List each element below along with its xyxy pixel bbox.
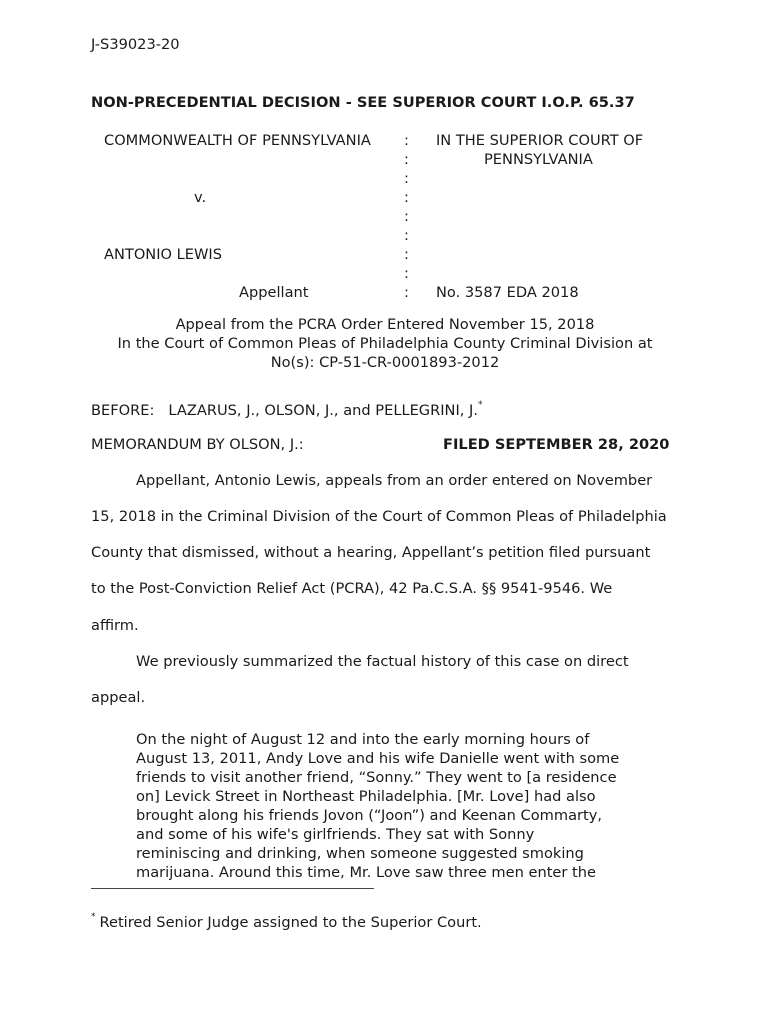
body-line: County that dismissed, without a hearing, Appellant’s petition filed pursuant [91,544,651,561]
caption-colon: : [404,208,409,225]
caption-party-commonwealth: COMMONWEALTH OF PENNSYLVANIA [104,132,371,149]
before-label: BEFORE: [91,402,155,419]
caption-colon: : [404,284,409,301]
caption-party-appellant: ANTONIO LEWIS [104,246,222,263]
body-line: to the Post-Conviction Relief Act (PCRA), 42 Pa.C.S.A. §§ 9541-9546. We [91,580,613,597]
body-line: We previously summarized the factual history of this case on direct [136,653,629,670]
caption-court-line2: PENNSYLVANIA [484,151,593,168]
footnote-text: Retired Senior Judge assigned to the Superior Court. [99,914,482,931]
caption-colon: : [404,132,409,149]
caption-role: Appellant [239,284,309,301]
caption-colon: : [404,227,409,244]
before-line [91,402,483,419]
footnote [91,914,482,931]
caption-colon: : [404,189,409,206]
quote-line: On the night of August 12 and into the early morning hours of [136,731,590,748]
appeal-description [91,315,679,372]
document-id: J-S39023-20 [91,36,180,53]
quote-line: brought along his friends Jovon (“Joon”) and Keenan Commarty, [136,807,603,824]
caption-colon: : [404,265,409,282]
body-line: Appellant, Antonio Lewis, appeals from an order entered on November [136,472,653,489]
decision-header: NON-PRECEDENTIAL DECISION - SEE SUPERIOR COURT I.O.P. 65.37 [91,94,635,111]
body-line: appeal. [91,689,146,706]
appeal-line: No(s): CP-51-CR-0001893-2012 [270,354,500,371]
caption-docket-number: No. 3587 EDA 2018 [436,284,579,301]
quote-line: reminiscing and drinking, when someone suggested smoking [136,845,584,862]
body-line: 15, 2018 in the Criminal Division of the Court of Common Pleas of Philadelphia [91,508,667,525]
caption-versus: v. [194,189,207,206]
quote-line: August 13, 2011, Andy Love and his wife Danielle went with some [136,750,620,767]
body-line: affirm. [91,617,139,634]
caption-colon: : [404,151,409,168]
quote-line: friends to visit another friend, “Sonny.” They went to [a residence [136,769,617,786]
quote-line: and some of his wife's girlfriends. They sat with Sonny [136,826,535,843]
appeal-line: In the Court of Common Pleas of Philadelphia County Criminal Division at [117,335,653,352]
appeal-line: Appeal from the PCRA Order Entered November 15, 2018 [175,316,595,333]
quote-line: marijuana. Around this time, Mr. Love saw three men enter the [136,864,596,881]
block-quote [136,730,634,882]
footnote-marker: * [478,400,483,410]
caption-colon: : [404,170,409,187]
caption-colon: : [404,246,409,263]
filed-date: FILED SEPTEMBER 28, 2020 [443,436,670,453]
memorandum-author: MEMORANDUM BY OLSON, J.: [91,436,304,453]
footnote-marker: * [91,912,96,922]
caption-court-line1: IN THE SUPERIOR COURT OF [436,132,644,149]
footnote-divider [91,888,374,889]
quote-line: on] Levick Street in Northeast Philadelphia. [Mr. Love] had also [136,788,596,805]
judges-list: LAZARUS, J., OLSON, J., and PELLEGRINI, J. [168,402,478,419]
